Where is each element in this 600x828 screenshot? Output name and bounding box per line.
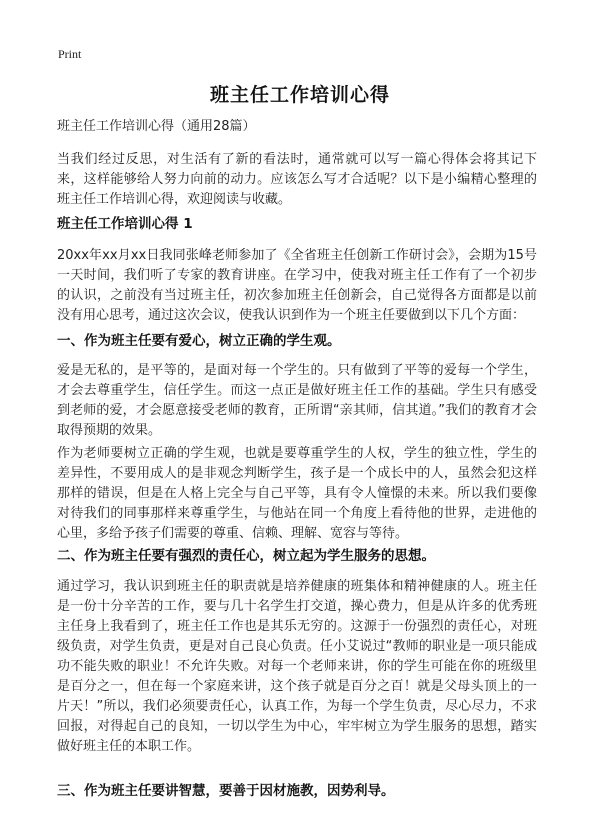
section-label: 班主任工作培训心得 1 (57, 216, 193, 232)
paragraph-3: 作为老师要树立正确的学生观，也就是要尊重学生的人权，学生的独立性，学生的差异性，不要用成人的是非观念判断学生，孩子是一个成长中的人，虽然会犯这样那样的错误，但是在人格上完全与自己平等，具有令人憧憬的未来。所以我们要像对待我们的同事那样来尊重学生，与他站在同一个角度上看待他的世界，走进他的心里，多给予孩子们需要的尊重、信赖、理解、宽容与等待。 (57, 446, 537, 541)
paragraph-2: 爱是无私的，是平等的，是面对每一个学生的。只有做到了平等的爱每一个学生，才会去尊重学生，信任学生。而这一点正是做好班主任工作的基础。学生只有感受到老师的爱，才会愿意接受老师的教育，正所谓“亲其师，信其道。”我们的教育才会取得预期的效果。 (57, 363, 537, 438)
heading-1: 一、作为班主任要有爱心，树立正确的学生观。 (57, 333, 341, 349)
heading-3: 三、作为班主任要讲智慧，要善于因材施教，因势利导。 (57, 783, 395, 799)
intro-paragraph: 当我们经过反思，对生活有了新的看法时，通常就可以写一篇心得体会将其记下来，这样能够给人努力向前的动力。应该怎么写才合适呢？以下是小编精心整理的班主任工作培训心得，欢迎阅读与收藏。 (57, 152, 537, 207)
heading-2: 二、作为班主任要有强烈的责任心，树立起为学生服务的思想。 (57, 548, 435, 564)
paragraph-1: 20xx年xx月xx日我同张峰老师参加了《全省班主任创新工作研讨会》，会期为15号一天时间，我们听了专家的教育讲座。在学习中，使我对班主任工作有了一个初步的认识，之前没有当过班主任，初次参加班主任创新会，自己觉得各方面都是以前没有用心思考，通过这次会议，使我认识到作为一个班主任要做到以下几个方面： (57, 248, 537, 323)
document-subtitle: 班主任工作培训心得（通用28篇） (57, 119, 256, 134)
page-title: 班主任工作培训心得 (209, 84, 390, 106)
print-link[interactable]: Print (58, 47, 82, 61)
paragraph-4: 通过学习，我认识到班主任的职责就是培养健康的班集体和精神健康的人。班主任是一份十分辛苦的工作，要与几十名学生打交道，操心费力，但是从许多的优秀班主任身上我看到了，班主任工作也是其乐无穷的。这源于一份强烈的责任心，对班级负责，对学生负责，更是对自己良心负责。任小艾说过“教师的职业是一项只能成功不能失败的职业！不允许失败。对每一个老师来讲，你的学生可能在你的班级里是百分之一，但在每一个家庭来讲，这个孩子就是百分之百！就是父母头顶上的一片天！”所以，我们必须要责任心，认真工作，为每一个学生负责，尽心尽力，不求回报，对得起自己的良知，一切以学生为中心，牢牢树立为学生服务的思想，踏实做好班主任的本职工作。 (57, 579, 537, 754)
